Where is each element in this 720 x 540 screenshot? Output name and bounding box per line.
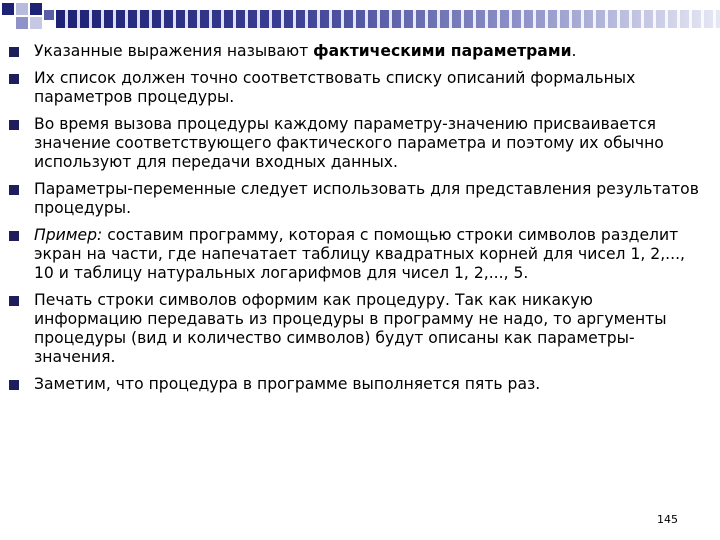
decor-square [30, 3, 42, 15]
bullet-text [34, 42, 576, 60]
bullet-square-icon [9, 185, 19, 195]
bullet-item [0, 226, 720, 283]
decor-square [16, 3, 28, 15]
page-number: 145 [657, 513, 678, 526]
bullet-item [0, 291, 720, 367]
bullet-square-icon [9, 47, 19, 57]
header-stripes [56, 10, 720, 28]
bullet-item [0, 115, 720, 172]
decorative-header-band [0, 0, 720, 40]
bullet-text-part: Указанные выражения называют [34, 42, 314, 60]
bullet-text-part: Параметры-переменные следует использовать для представления результатов процедуры. [34, 180, 699, 217]
bullet-text-part: . [571, 42, 577, 60]
bullet-item [0, 375, 720, 394]
bullet-text [34, 226, 685, 282]
bullet-text-part: Их список должен точно соответствовать списку описаний формальных параметров процедуры. [34, 69, 636, 106]
bullet-text-part: Пример: [34, 226, 103, 244]
bullet-square-icon [9, 74, 19, 84]
decor-square [16, 17, 28, 29]
bullet-text [34, 375, 540, 393]
bullet-text-part: фактическими параметрами [313, 42, 572, 60]
bullet-text-part: Во время вызова процедуры каждому параметру-значению присваивается значение соответствующего фактического параметра и поэтому их обычно используют для передачи входных данных. [34, 115, 664, 171]
bullet-item [0, 69, 720, 107]
bullet-square-icon [9, 380, 19, 390]
bullet-text [34, 291, 667, 366]
decor-square [30, 17, 42, 29]
bullet-text [34, 115, 664, 171]
bullet-square-icon [9, 231, 19, 241]
bullet-text [34, 69, 635, 106]
bullet-item [0, 180, 720, 218]
bullet-text-part: Заметим, что процедура в программе выполняется пять раз. [34, 375, 541, 393]
bullet-square-icon [9, 120, 19, 130]
bullet-square-icon [9, 296, 19, 306]
bullet-text [34, 180, 699, 217]
bullet-item [0, 42, 720, 61]
slide-content [0, 42, 720, 402]
decor-square [2, 3, 14, 15]
bullet-text-part: Печать строки символов оформим как процедуру. Так как никакую информацию передавать из процедуры в программу не надо, то аргументы процедуры (вид и количество символов) будут описаны как параметры-значения. [34, 291, 667, 366]
decor-square [44, 10, 54, 20]
bullet-text-part: составим программу, которая с помощью строки символов разделит экран на части, где напечатает таблицу квадратных корней для чисел 1, 2,..., 10 и таблицу натуральных логарифмов для чисел 1, 2,..., 5. [34, 226, 686, 282]
